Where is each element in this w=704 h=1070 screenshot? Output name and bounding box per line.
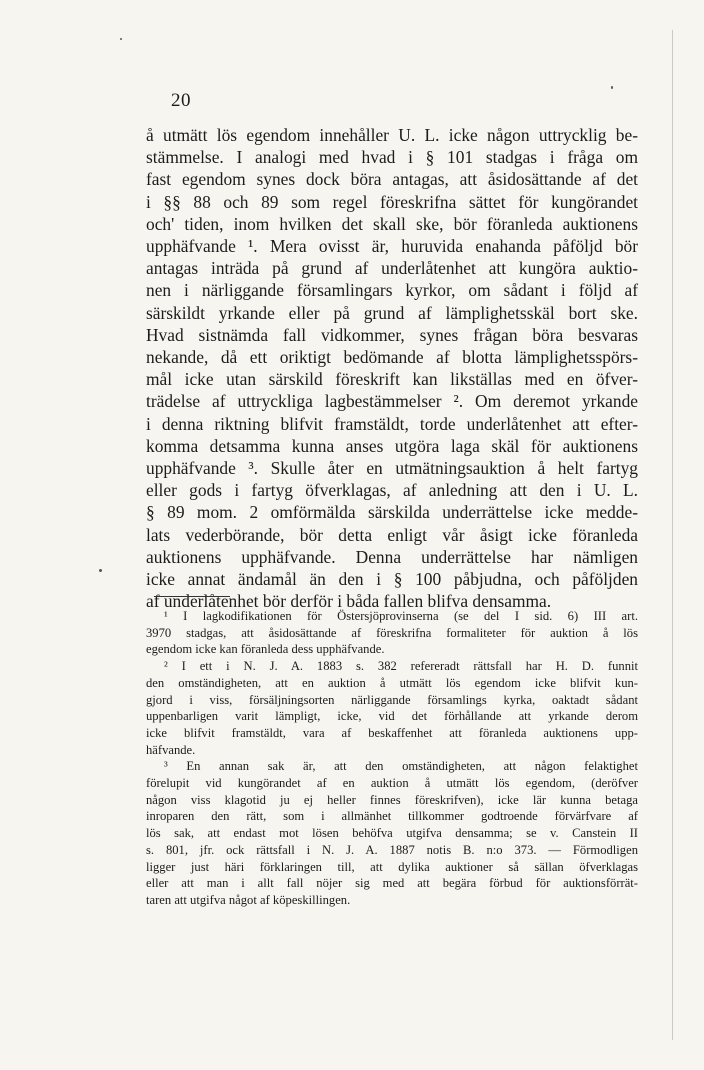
footnotes <box>146 608 638 909</box>
footnote-rule <box>154 596 230 597</box>
footnote-line: häfvande. <box>146 742 196 757</box>
page-number: 20 <box>171 90 191 111</box>
text-line: § 89 mom. 2 omförmälda särskilda underrättelse icke medde- <box>146 502 638 523</box>
text-line: stämmelse. I analogi med hvad i § 101 stadgas i fråga om <box>146 147 638 168</box>
speck-mark <box>611 86 613 89</box>
text-line: trädelse af uttryckliga lagbestämmelser ². Om deremot yrkande <box>146 391 638 412</box>
text-line: mål icke utan särskild föreskrift kan likställas med en öfver- <box>146 369 638 390</box>
footnote-line: uppenbarligen varit lämpligt, icke, vid det förhållande att yrkande derom <box>146 709 638 724</box>
footnote-line: lös sak, att endast mot lösen behöfva utgifva densamma; se v. Canstein II <box>146 826 638 841</box>
body-text <box>146 124 638 612</box>
text-line: fast egendom synes dock böra antagas, att åsidosättande af det <box>146 169 638 190</box>
text-line: nekande, då ett oriktigt bedömande af blotta lämplighetsspörs- <box>146 347 638 368</box>
text-line: upphäfvande ³. Skulle åter en utmätningsauktion å helt fartyg <box>146 458 638 479</box>
text-line: i §§ 88 och 89 som regel föreskrifna sättet för kungörandet <box>146 191 638 212</box>
footnote-line: 3970 stadgas, att åsidosättande af föreskrifna formaliteter för auktion å lös <box>146 625 638 640</box>
footnote-1 <box>146 608 638 658</box>
text-line: eller gods i fartyg öfverklagas, af anledning att den i U. L. <box>146 480 638 501</box>
text-line: i denna riktning blifvit framstäldt, torde underlåtenhet att efter- <box>146 413 638 434</box>
footnote-line: inroparen den rätt, som i allmänhet tillkommer godtroende förvärfvare af <box>146 809 638 824</box>
footnote-line: eller att man i allt fall nöjer sig med att begära förbud för auktionsförrät- <box>146 876 638 891</box>
text-line: nen i närliggande församlingars kyrkor, om sådant i följd af <box>146 280 638 301</box>
text-line: icke annat ändamål än den i § 100 påbjudna, och påföljden <box>146 569 638 590</box>
speck-mark <box>120 38 122 40</box>
page-edge-line <box>672 30 673 1040</box>
text-line: lats vederbörande, bör detta enligt vår åsigt icke föranleda <box>146 524 638 545</box>
footnote-line: den omständigheten, att en auktion å utmätt lös egendom icke blifvit kun- <box>146 675 638 690</box>
footnote-line: ³ En annan sak är, att den omständigheten, att någon felaktighet <box>164 759 638 774</box>
footnote-2 <box>146 658 638 758</box>
text-line: af underlåtenhet bör derför i båda fallen blifva densamma. <box>146 591 552 612</box>
text-line: Hvad sistnämda fall vidkommer, synes frågan böra besvaras <box>146 324 638 345</box>
footnote-line: gjord i viss, försäljningsorten närliggande församlings kyrka, oaktadt sådant <box>146 692 638 707</box>
footnote-line: ligger just häri förklaringen till, att dylika auktioner så sällan öfverklagas <box>146 859 638 874</box>
footnote-line: någon viss klagotid ju ej heller finnes föreskrifven), icke lär kunna betaga <box>146 792 638 807</box>
footnote-line: egendom icke kan föranleda dess upphäfvande. <box>146 642 385 657</box>
text-line: komma detsamma kunna anses utgöra laga skäl för auktionens <box>146 435 638 456</box>
footnote-line: s. 801, jfr. ock rättsfall i N. J. A. 1887 notis B. n:o 373. — Förmodligen <box>146 842 638 857</box>
speck-mark <box>99 569 102 572</box>
footnote-line: icke blifvit framstäldt, vara af beskaffenhet att föranleda auktionens upp- <box>146 725 638 740</box>
text-line: antagas inträda på grund af underlåtenhet att kungöra auktio- <box>146 258 638 279</box>
text-line: auktionens upphäfvande. Denna underrättelse har nämligen <box>146 546 638 567</box>
footnote-line: taren att utgifva något af köpeskillingen. <box>146 892 351 907</box>
footnote-line: ² I ett i N. J. A. 1883 s. 382 refereradt rättsfall har H. D. funnit <box>164 659 638 674</box>
footnote-line: ¹ I lagkodifikationen för Östersjöprovinserna (se del I sid. 6) III art. <box>164 609 638 623</box>
footnote-3 <box>146 758 638 908</box>
text-line: upphäfvande ¹. Mera ovisst är, huruvida enahanda påföljd bör <box>146 236 638 257</box>
text-line: och' tiden, inom hvilken det skall ske, bör föranleda auktionens <box>146 213 638 234</box>
footnote-line: förelupit vid kungörandet af en auktion å utmätt lös egendom, (deröfver <box>146 776 638 791</box>
text-line: särskildt yrkande eller på grund af lämplighetsskäl bort ske. <box>146 302 638 323</box>
text-line: å utmätt lös egendom innehåller U. L. icke någon uttrycklig be- <box>146 125 638 145</box>
